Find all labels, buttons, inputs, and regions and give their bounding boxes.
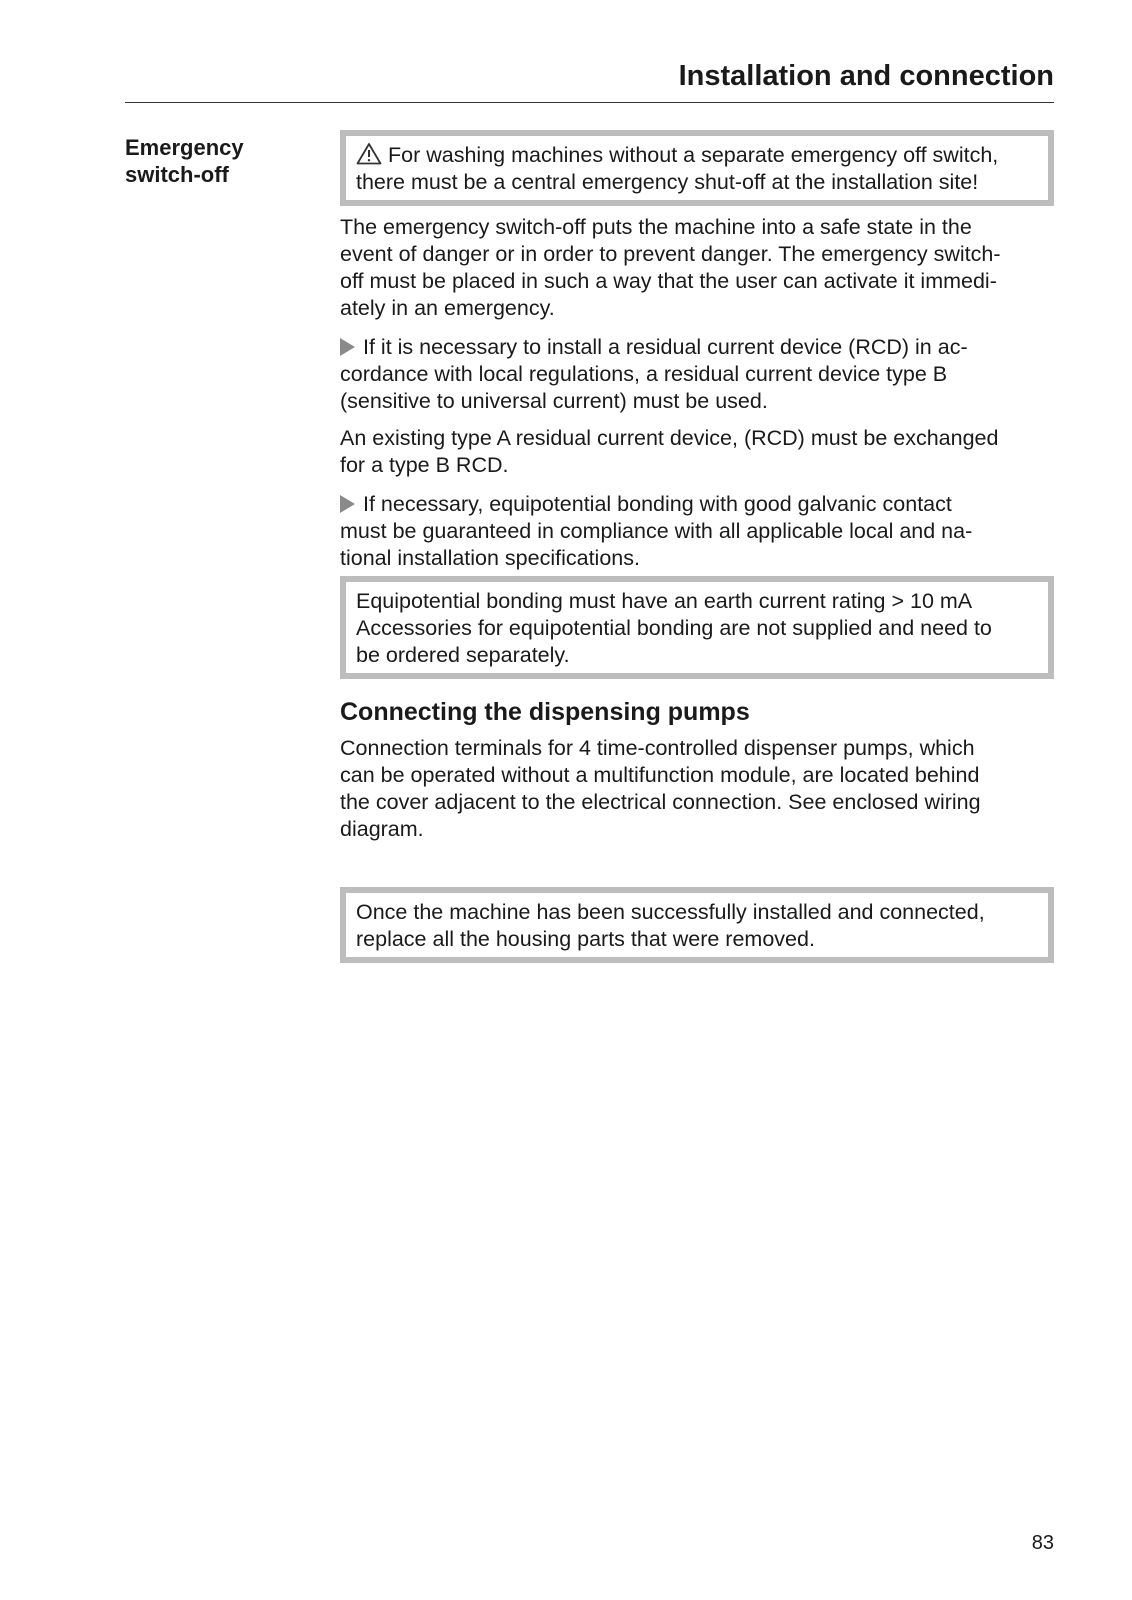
- paragraph-line: An existing type A residual current device, (RCD) must be exchanged: [340, 426, 999, 450]
- paragraph-line: can be operated without a multifunction module, are located behind: [340, 763, 980, 787]
- paragraph-line: diagram.: [340, 817, 424, 841]
- warning-line-1: [356, 142, 1038, 169]
- paragraph-line: the cover adjacent to the electrical connection. See enclosed wiring: [340, 790, 981, 814]
- side-heading-line-1: Emergency: [125, 135, 244, 160]
- page-header-title: Installation and connection: [678, 60, 1054, 92]
- side-heading-line-2: switch-off: [125, 162, 229, 187]
- header-divider: [125, 102, 1054, 103]
- paragraph-line: event of danger or in order to prevent danger. The emergency switch-: [340, 242, 1001, 266]
- paragraph-line: off must be placed in such a way that the user can activate it immedi-: [340, 269, 997, 293]
- step-line: [340, 491, 1054, 518]
- paragraph-line: for a type B RCD.: [340, 453, 509, 477]
- note-line: Equipotential bonding must have an earth current rating > 10 mA: [356, 589, 973, 613]
- step-line: cordance with local regulations, a residual current device type B: [340, 362, 948, 386]
- note-line: be ordered separately.: [356, 643, 570, 667]
- warning-line-2: there must be a central emergency shut-off at the installation site!: [356, 170, 979, 194]
- warning-box: [340, 130, 1054, 206]
- warning-text-1: For washing machines without a separate emergency off switch,: [388, 143, 999, 167]
- note-box-housing: [340, 887, 1054, 963]
- main-column: [340, 130, 1054, 963]
- note-line: Once the machine has been successfully installed and connected,: [356, 900, 985, 924]
- step-text: If necessary, equipotential bonding with good galvanic contact: [363, 492, 952, 516]
- step-rcd: [340, 334, 1054, 415]
- paragraph-dispensing-pumps: [340, 735, 1054, 843]
- paragraph-line: ately in an emergency.: [340, 296, 555, 320]
- note-line: Accessories for equipotential bonding are not supplied and need to: [356, 616, 992, 640]
- section-heading: Connecting the dispensing pumps: [340, 698, 750, 726]
- paragraph-emergency-switch: [340, 214, 1054, 322]
- paragraph-rcd-exchange: [340, 425, 1054, 479]
- side-heading: [125, 134, 325, 188]
- paragraph-line: Connection terminals for 4 time-controlled dispenser pumps, which: [340, 736, 975, 760]
- paragraph-line: The emergency switch-off puts the machine into a safe state in the: [340, 215, 972, 239]
- page-number: 83: [1031, 1532, 1054, 1554]
- note-line: replace all the housing parts that were removed.: [356, 927, 815, 951]
- warning-triangle-icon: [356, 142, 382, 165]
- step-line: [340, 334, 1054, 361]
- arrow-right-icon: [340, 338, 355, 356]
- step-equipotential: [340, 491, 1054, 572]
- note-box-equipotential: [340, 576, 1054, 679]
- step-text: If it is necessary to install a residual current device (RCD) in ac-: [363, 335, 968, 359]
- step-line: (sensitive to universal current) must be used.: [340, 389, 768, 413]
- step-line: must be guaranteed in compliance with all applicable local and na-: [340, 519, 973, 543]
- arrow-right-icon: [340, 495, 355, 513]
- step-line: tional installation specifications.: [340, 546, 640, 570]
